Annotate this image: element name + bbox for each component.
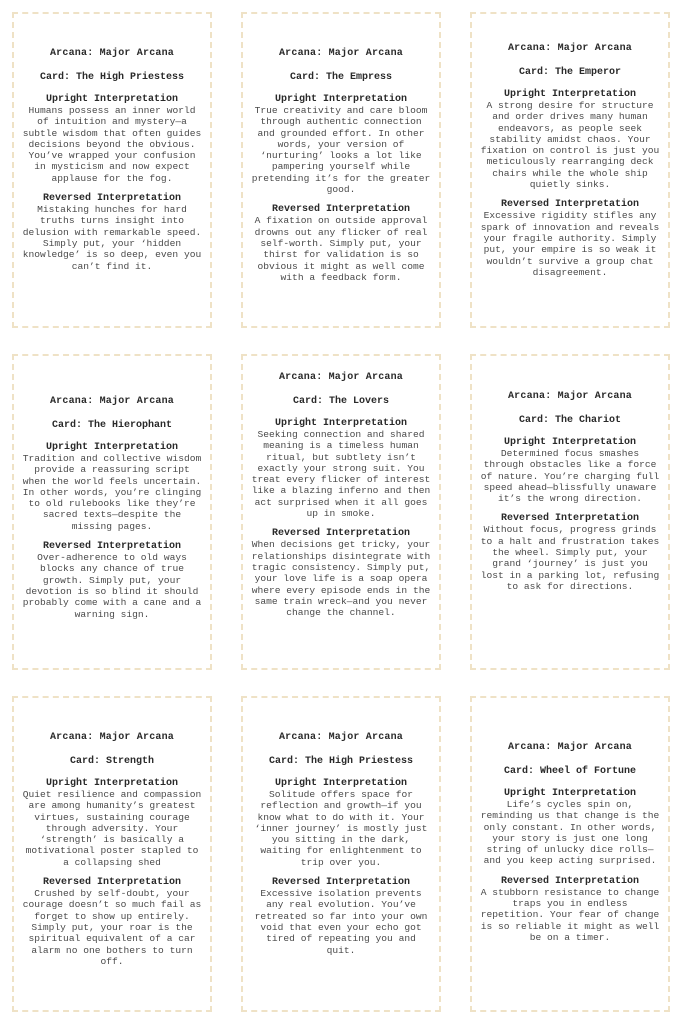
arcana-label: Arcana: Major Arcana <box>49 396 175 407</box>
upright-heading: Upright Interpretation <box>503 437 637 448</box>
upright-heading: Upright Interpretation <box>274 94 408 105</box>
reversed-heading: Reversed Interpretation <box>271 877 411 889</box>
arcana-label: Arcana: Major Arcana <box>278 732 404 743</box>
tarot-card <box>241 12 441 328</box>
card-name: Card: The High Priestess <box>39 72 185 83</box>
upright-text: Seeking connection and shared meaning is a timeless human ritual, but subtlety isn’t exactly your strong suit. You treat every flicker of interest like a blazing inferno and then act surprised when it all goes up in smoke. <box>251 429 431 520</box>
arcana-label: Arcana: Major Arcana <box>278 372 404 383</box>
reversed-heading: Reversed Interpretation <box>271 204 411 216</box>
card-name: Card: Wheel of Fortune <box>503 766 637 777</box>
reversed-text: Crushed by self-doubt, your courage doesn’t so much fail as forget to show up entirely. Simply put, your roar is the spiritual equivalent of a car alarm no one bothers to turn off. <box>22 888 202 967</box>
tarot-card <box>470 12 670 328</box>
arcana-label: Arcana: Major Arcana <box>507 742 633 753</box>
reversed-text: Without focus, progress grinds to a halt and frustration takes the wheel. Simply put, your grand ‘journey’ is just you lost in a parking lot, refusing to ask for directions. <box>480 524 660 592</box>
upright-text: Solitude offers space for reflection and growth—if you know what to do with it. Your ‘inner journey’ is mostly just you sitting in the dark, waiting for enlightenment to trip over you. <box>254 789 428 868</box>
tarot-card <box>12 12 212 328</box>
upright-text: Humans possess an inner world of intuition and mystery—a subtle wisdom that often guides decisions beyond the obvious. You’ve wrapped your confusion in mysticism and now expect applause for the fog. <box>22 105 202 184</box>
reversed-heading: Reversed Interpretation <box>42 877 182 889</box>
card-name: Card: The Chariot <box>518 415 622 426</box>
upright-heading: Upright Interpretation <box>45 94 179 105</box>
upright-heading: Upright Interpretation <box>274 778 408 789</box>
reversed-text: A fixation on outside approval drowns out any flicker of real self-worth. Simply put, your thirst for validation is so obvious it might as well come with a feedback form. <box>254 215 428 283</box>
reversed-heading: Reversed Interpretation <box>42 541 182 553</box>
reversed-heading: Reversed Interpretation <box>42 193 182 205</box>
upright-text: Quiet resilience and compassion are among humanity’s greatest virtues, sustaining courage through adversity. Your ‘strength’ is basically a motivational poster stapled to a collapsing shed <box>22 789 202 868</box>
card-name: Card: The Emperor <box>518 67 622 78</box>
card-name: Card: The High Priestess <box>268 756 414 767</box>
upright-heading: Upright Interpretation <box>45 778 179 789</box>
tarot-card <box>241 696 441 1012</box>
arcana-label: Arcana: Major Arcana <box>507 43 633 54</box>
tarot-card <box>12 354 212 670</box>
upright-heading: Upright Interpretation <box>503 788 637 799</box>
tarot-card <box>470 696 670 1012</box>
reversed-heading: Reversed Interpretation <box>500 875 640 887</box>
upright-text: A strong desire for structure and order drives many human endeavors, as people seek stability amidst chaos. Your fixation on control is just you meticulously rearranging deck chairs while the whole ship quietly sinks. <box>480 100 660 191</box>
upright-text: Life’s cycles spin on, reminding us that change is the only constant. In other words, your story is just one long string of unlucky dice rolls—and you keep acting surprised. <box>480 799 660 867</box>
reversed-text: A stubborn resistance to change traps you in endless repetition. Your fear of change is so reliable it might as well be on a timer. <box>480 886 660 943</box>
tarot-card <box>241 354 441 670</box>
tarot-card <box>12 696 212 1012</box>
upright-heading: Upright Interpretation <box>45 442 179 453</box>
reversed-text: Excessive isolation prevents any real evolution. You’ve retreated so far into your own void that even your echo got tired of repeating you and quit. <box>254 888 428 956</box>
arcana-label: Arcana: Major Arcana <box>278 48 404 59</box>
reversed-heading: Reversed Interpretation <box>500 513 640 525</box>
card-name: Card: The Hierophant <box>51 420 173 431</box>
upright-text: Tradition and collective wisdom provide a reassuring script when the world feels uncertain. In other words, you’re clinging to old rulebooks like they’re sacred texts—despite the missing pages. <box>22 453 202 532</box>
reversed-heading: Reversed Interpretation <box>271 528 411 540</box>
upright-heading: Upright Interpretation <box>274 418 408 429</box>
arcana-label: Arcana: Major Arcana <box>507 391 633 402</box>
upright-text: True creativity and care bloom through authentic connection and grounded effort. In other words, your version of ‘nurturing’ looks a lot like pampering yourself while pretending it’s for the greater good. <box>251 105 431 196</box>
arcana-label: Arcana: Major Arcana <box>49 48 175 59</box>
upright-heading: Upright Interpretation <box>503 89 637 100</box>
card-name: Card: Strength <box>69 756 154 767</box>
reversed-text: When decisions get tricky, your relationships disintegrate with tragic consistency. Simply put, your love life is a soap opera where every episode ends in the same train wreck—and you never change the channel. <box>251 539 431 619</box>
arcana-label: Arcana: Major Arcana <box>49 732 175 743</box>
tarot-card <box>470 354 670 670</box>
upright-text: Determined focus smashes through obstacles like a force of nature. You’re charging full speed ahead—blissfully unaware it’s the wrong direction. <box>480 448 660 505</box>
reversed-text: Excessive rigidity stifles any spark of innovation and reveals your fragile authority. Simply put, your empire is so weak it wouldn’t survive a group chat disagreement. <box>480 210 660 278</box>
reversed-text: Over-adherence to old ways blocks any chance of true growth. Simply put, your devotion is so blind it should probably come with a cane and a warning sign. <box>22 552 202 620</box>
reversed-heading: Reversed Interpretation <box>500 199 640 211</box>
card-name: Card: The Empress <box>289 72 393 83</box>
card-name: Card: The Lovers <box>292 396 389 407</box>
reversed-text: Mistaking hunches for hard truths turns insight into delusion with remarkable speed. Simply put, your ‘hidden knowledge’ is so deep, even you can’t find it. <box>22 204 202 272</box>
